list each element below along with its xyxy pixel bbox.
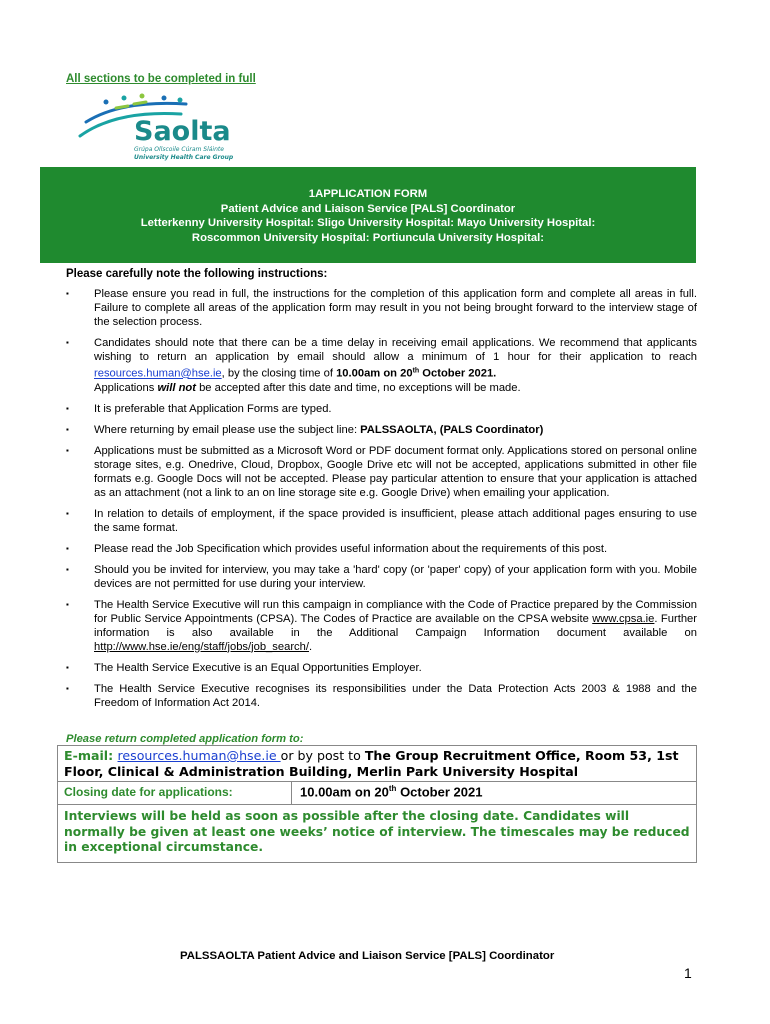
form-title: 1APPLICATION FORM [308, 188, 428, 200]
logo-graphic [76, 92, 276, 164]
logo-sub-irish: Grúpa Ollscoile Cúram Sláinte [134, 146, 224, 153]
return-details-box [57, 745, 697, 863]
list-item: ▪ Please read the Job Specification which provides useful information about the requirements of this post. [66, 542, 608, 555]
closing-date-label: Closing date for applications: [58, 782, 292, 804]
page-footer: PALSSAOLTA Patient Advice and Liaison Service [PALS] Coordinator [180, 950, 555, 962]
list-item: ▪ In relation to details of employment, if the space provided is insufficient, please attach additional pages ensuring to use the same format. [66, 507, 697, 534]
list-item: ▪ The Health Service Executive recognises its responsibilities under the Data Protection Acts 2003 & 1988 and the Freedom of Information Act 2014. [66, 682, 697, 709]
hse-jobs-link[interactable]: http://www.hse.ie/eng/staff/jobs/job_search/ [94, 640, 309, 653]
list-item: ▪ Applications must be submitted as a Microsoft Word or PDF document format only. Applications stored on personal online storage sites, e.g. Onedrive, Cloud, Dropbox, Google Drive etc will not be accepted, applications submitted in other file formats e.g. Google Docs will not be accepted. Please pay particular attention to ensure that your application is attached as an attachment (not a link to an on line storage site e.g. Google Drive) when emailing your application. [66, 444, 697, 499]
interview-note: Interviews will be held as soon as possible after the closing date. Candidates will normally be given at least one weeks’ notice of interview. The timescales may be reduced in exceptional circumstance. [64, 809, 690, 854]
cpsa-link[interactable]: www.cpsa.ie [592, 612, 655, 625]
list-item: ▪ Candidates should note that there can be a time delay in receiving email applications. We recommend that applicants wishing to return an application by email should allow a minimum of 1 hour for their application to reach resources.human@hse.ie, by the closing time of 10.00am on 20th October 2021. Applications will not be accepted after this date and time, no exceptions will be made. [66, 337, 697, 394]
logo-name: Saolta [134, 116, 231, 147]
title-banner [40, 167, 696, 263]
list-item: ▪ Please ensure you read in full, the instructions for the completion of this application form and complete all areas in full. Failure to complete all areas of the application form may result in you not being brought forward to the interview stage of the selection process. [66, 288, 697, 328]
hospitals-line-2: Roscommon University Hospital: Portiuncula University Hospital: [191, 231, 545, 244]
return-address: E-mail: resources.human@hse.ie or by post to The Group Recruitment Office, Room 53, 1st Floor, Clinical & Administration Building, Merlin Park University Hospital [58, 746, 696, 782]
instructions-heading: Please carefully note the following instructions: [66, 268, 328, 280]
email-link[interactable]: resources.human@hse.ie [94, 367, 222, 380]
closing-date-value: 10.00am on 20th October 2021 [300, 784, 483, 800]
list-item: ▪ The Health Service Executive is an Equal Opportunities Employer. [66, 661, 422, 674]
hospitals-line-1: Letterkenny University Hospital: Sligo University Hospital: Mayo University Hospital: [140, 217, 596, 229]
closing-date-row [58, 782, 696, 805]
instructions-list [66, 287, 697, 717]
list-item: ▪ The Health Service Executive will run this campaign in compliance with the Code of Practice prepared by the Commission for Public Service Appointments (CPSA). The Codes of Practice are available on the CPSA website www.cpsa.ie. Further information is also available in the Additional Campaign Information document available on http://www.hse.ie/eng/staff/jobs/job_search/. [66, 598, 697, 653]
saolta-logo [76, 92, 276, 164]
post-title: Patient Advice and Liaison Service [PALS] Coordinator [220, 202, 516, 215]
list-item: ▪ It is preferable that Application Forms are typed. [66, 402, 332, 415]
list-item: ▪ Where returning by email please use the subject line: PALSSAOLTA, (PALS Coordinator) [66, 423, 544, 436]
page-number: 1 [684, 965, 692, 981]
return-note: Please return completed application form to: [66, 733, 304, 745]
subject-line: PALSSAOLTA, (PALS Coordinator) [360, 423, 544, 436]
list-item: ▪ Should you be invited for interview, you may take a 'hard' copy (or 'paper' copy) of your application form with you. Mobile devices are not permitted for use during your interview. [66, 563, 697, 590]
return-email-link[interactable]: resources.human@hse.ie [117, 748, 281, 763]
instructions-banner-note: All sections to be completed in full [66, 73, 256, 85]
logo-sub-english: University Health Care Group [134, 154, 234, 161]
